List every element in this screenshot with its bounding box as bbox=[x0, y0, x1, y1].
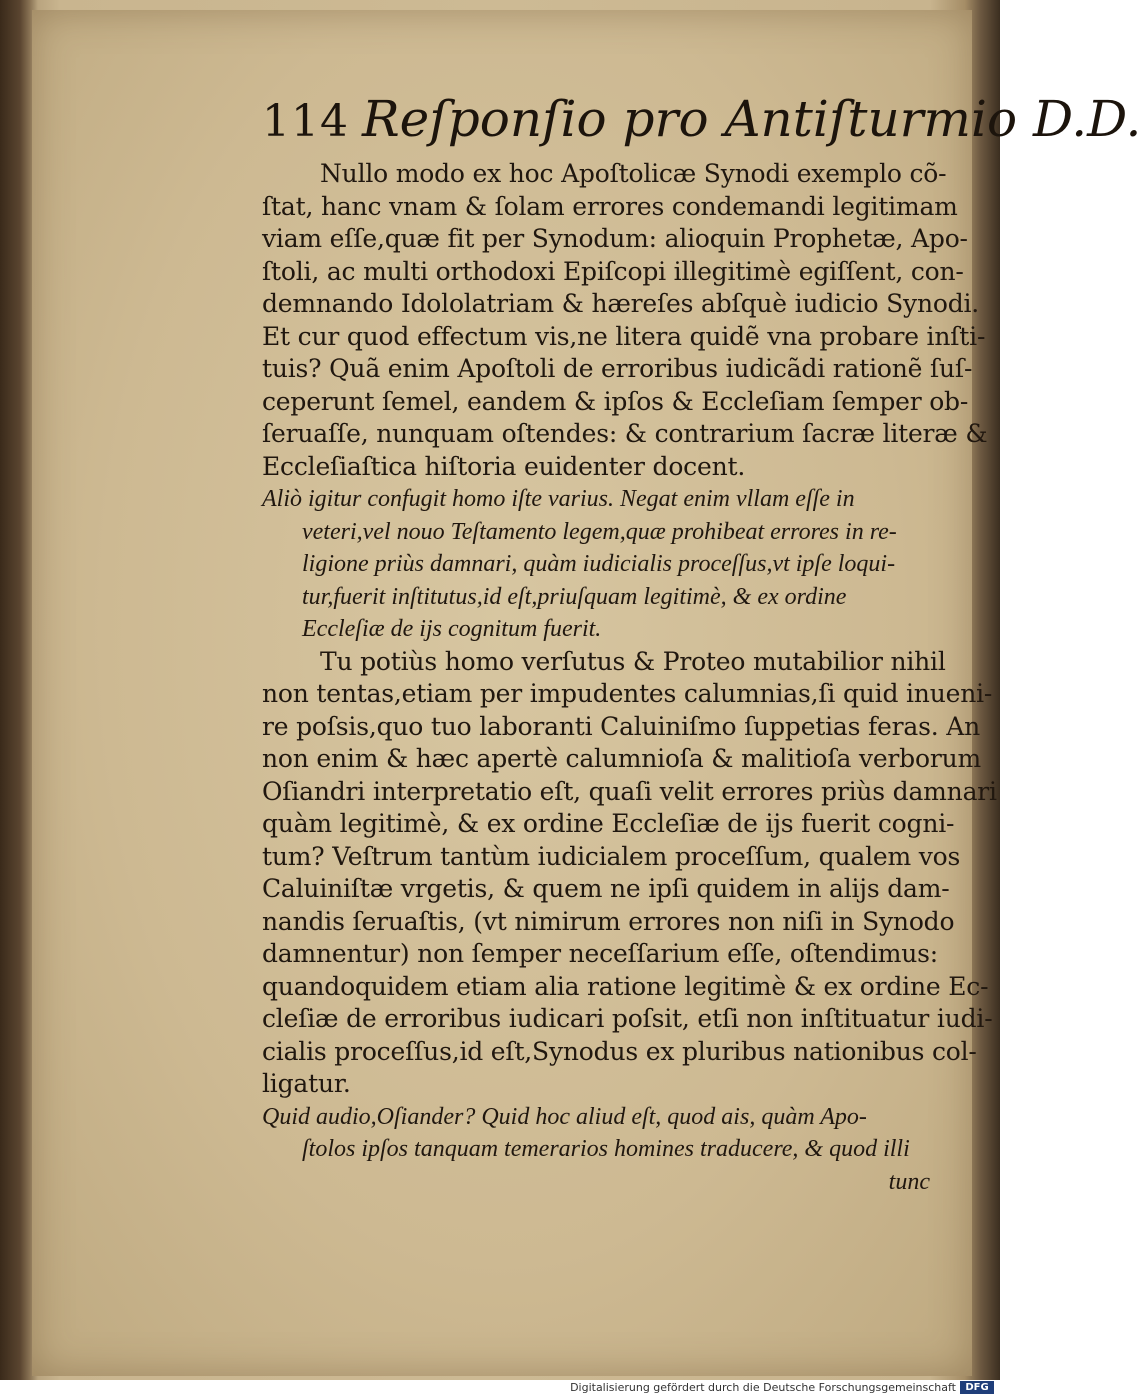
text-line: tuis? Quã enim Apoſtoli de erroribus iudicãdi rationẽ ſuſ- bbox=[262, 354, 973, 383]
text-line: demnando Idololatriam & hæreſes abſquè iudicio Synodi. bbox=[262, 289, 980, 318]
page-header bbox=[262, 90, 1141, 160]
text-line: ſtolos ipſos tanquam temerarios homines traducere, & quod illi bbox=[302, 1136, 910, 1162]
text-line: veteri,vel nouo Teſtamento legem,quæ prohibeat errores in re- bbox=[302, 518, 897, 545]
text-line: quandoquidem etiam alia ratione legitimè & ex ordine Ec- bbox=[262, 971, 989, 1001]
text-line: tum? Veſtrum tantùm iudicialem proceſſum, qualem vos bbox=[262, 841, 961, 871]
text-line: non tentas,etiam per impudentes calumnias,ſi quid inueni- bbox=[262, 679, 993, 708]
text-line: ſeruaſſe, nunquam oſtendes: & contrarium ſacræ literæ & bbox=[262, 419, 988, 448]
text-line: ceperunt ſemel, eandem & ipſos & Eccleſiam ſemper ob- bbox=[262, 386, 969, 416]
text-line: Eccleſiaſtica hiſtoria euidenter docent. bbox=[262, 451, 746, 481]
text-line: ſtat, hanc vnam & ſolam errores condemandi legitimam bbox=[262, 191, 958, 221]
text-line: Nullo modo ex hoc Apoſtolicæ Synodi exemplo cõ- bbox=[320, 159, 947, 188]
body-text bbox=[262, 158, 997, 1198]
text-line: Aliò igitur confugit homo iſte varius. Negat enim vllam eſſe in bbox=[262, 486, 855, 512]
text-line: nandis ſeruaſtis, (vt nimirum errores non niſi in Synodo bbox=[262, 906, 955, 936]
text-line: non enim & hæc apertè calumnioſa & malitioſa verborum bbox=[262, 744, 981, 773]
dfg-logo: DFG bbox=[960, 1381, 994, 1394]
text-line: Caluiniſtæ vrgetis, & quem ne ipſi quidem in alijs dam- bbox=[262, 874, 950, 903]
text-line: Quid audio,Oſiander? Quid hoc aliud eſt, quod ais, quàm Apo- bbox=[262, 1103, 867, 1130]
text-line: ligione priùs damnari, quàm iudicialis proceſſus,vt ipſe loqui- bbox=[302, 551, 896, 577]
text-line: ligatur. bbox=[262, 1069, 351, 1098]
funding-credit: Digitalisierung gefördert durch die Deutsche Forschungsgemeinschaft bbox=[570, 1381, 956, 1394]
text-line: tunc bbox=[888, 1168, 930, 1195]
text-line: ſtoli, ac multi orthodoxi Epiſcopi illegitimè egiſſent, con- bbox=[262, 256, 964, 286]
text-line: cleſiæ de erroribus iudicari poſsit, etſi non inſtituatur iudi- bbox=[262, 1004, 993, 1033]
text-line: Oſiandri interpretatio eſt, quaſi velit errores priùs damnari bbox=[262, 776, 997, 806]
text-line: Eccleſiæ de ijs cognitum fuerit. bbox=[302, 616, 602, 642]
text-line: viam eſſe,quæ fit per Synodum: alioquin Prophetæ, Apo- bbox=[262, 224, 968, 253]
text-line: tur,fuerit inſtitutus,id eſt,priuſquam legitimè, & ex ordine bbox=[302, 583, 847, 610]
text-line: cialis proceſſus,id eſt,Synodus ex pluribus nationibus col- bbox=[262, 1036, 977, 1066]
running-head: Reſponſio pro Antiſturmio D.D. bbox=[362, 90, 1141, 148]
text-line: Tu potiùs homo verſutus & Proteo mutabilior nihil bbox=[320, 646, 946, 676]
text-line: quàm legitimè, & ex ordine Eccleſiæ de ijs fuerit cogni- bbox=[262, 809, 955, 838]
text-line: damnentur) non ſemper neceſſarium eſſe, oſtendimus: bbox=[262, 939, 938, 968]
footer bbox=[0, 1380, 1000, 1396]
text-line: re poſsis,quo tuo laboranti Caluiniſmo ſuppetias feras. An bbox=[262, 711, 980, 741]
text-line: Et cur quod effectum vis,ne litera quidẽ vna probare inſti- bbox=[262, 321, 986, 351]
page-number: 114 bbox=[262, 96, 349, 147]
